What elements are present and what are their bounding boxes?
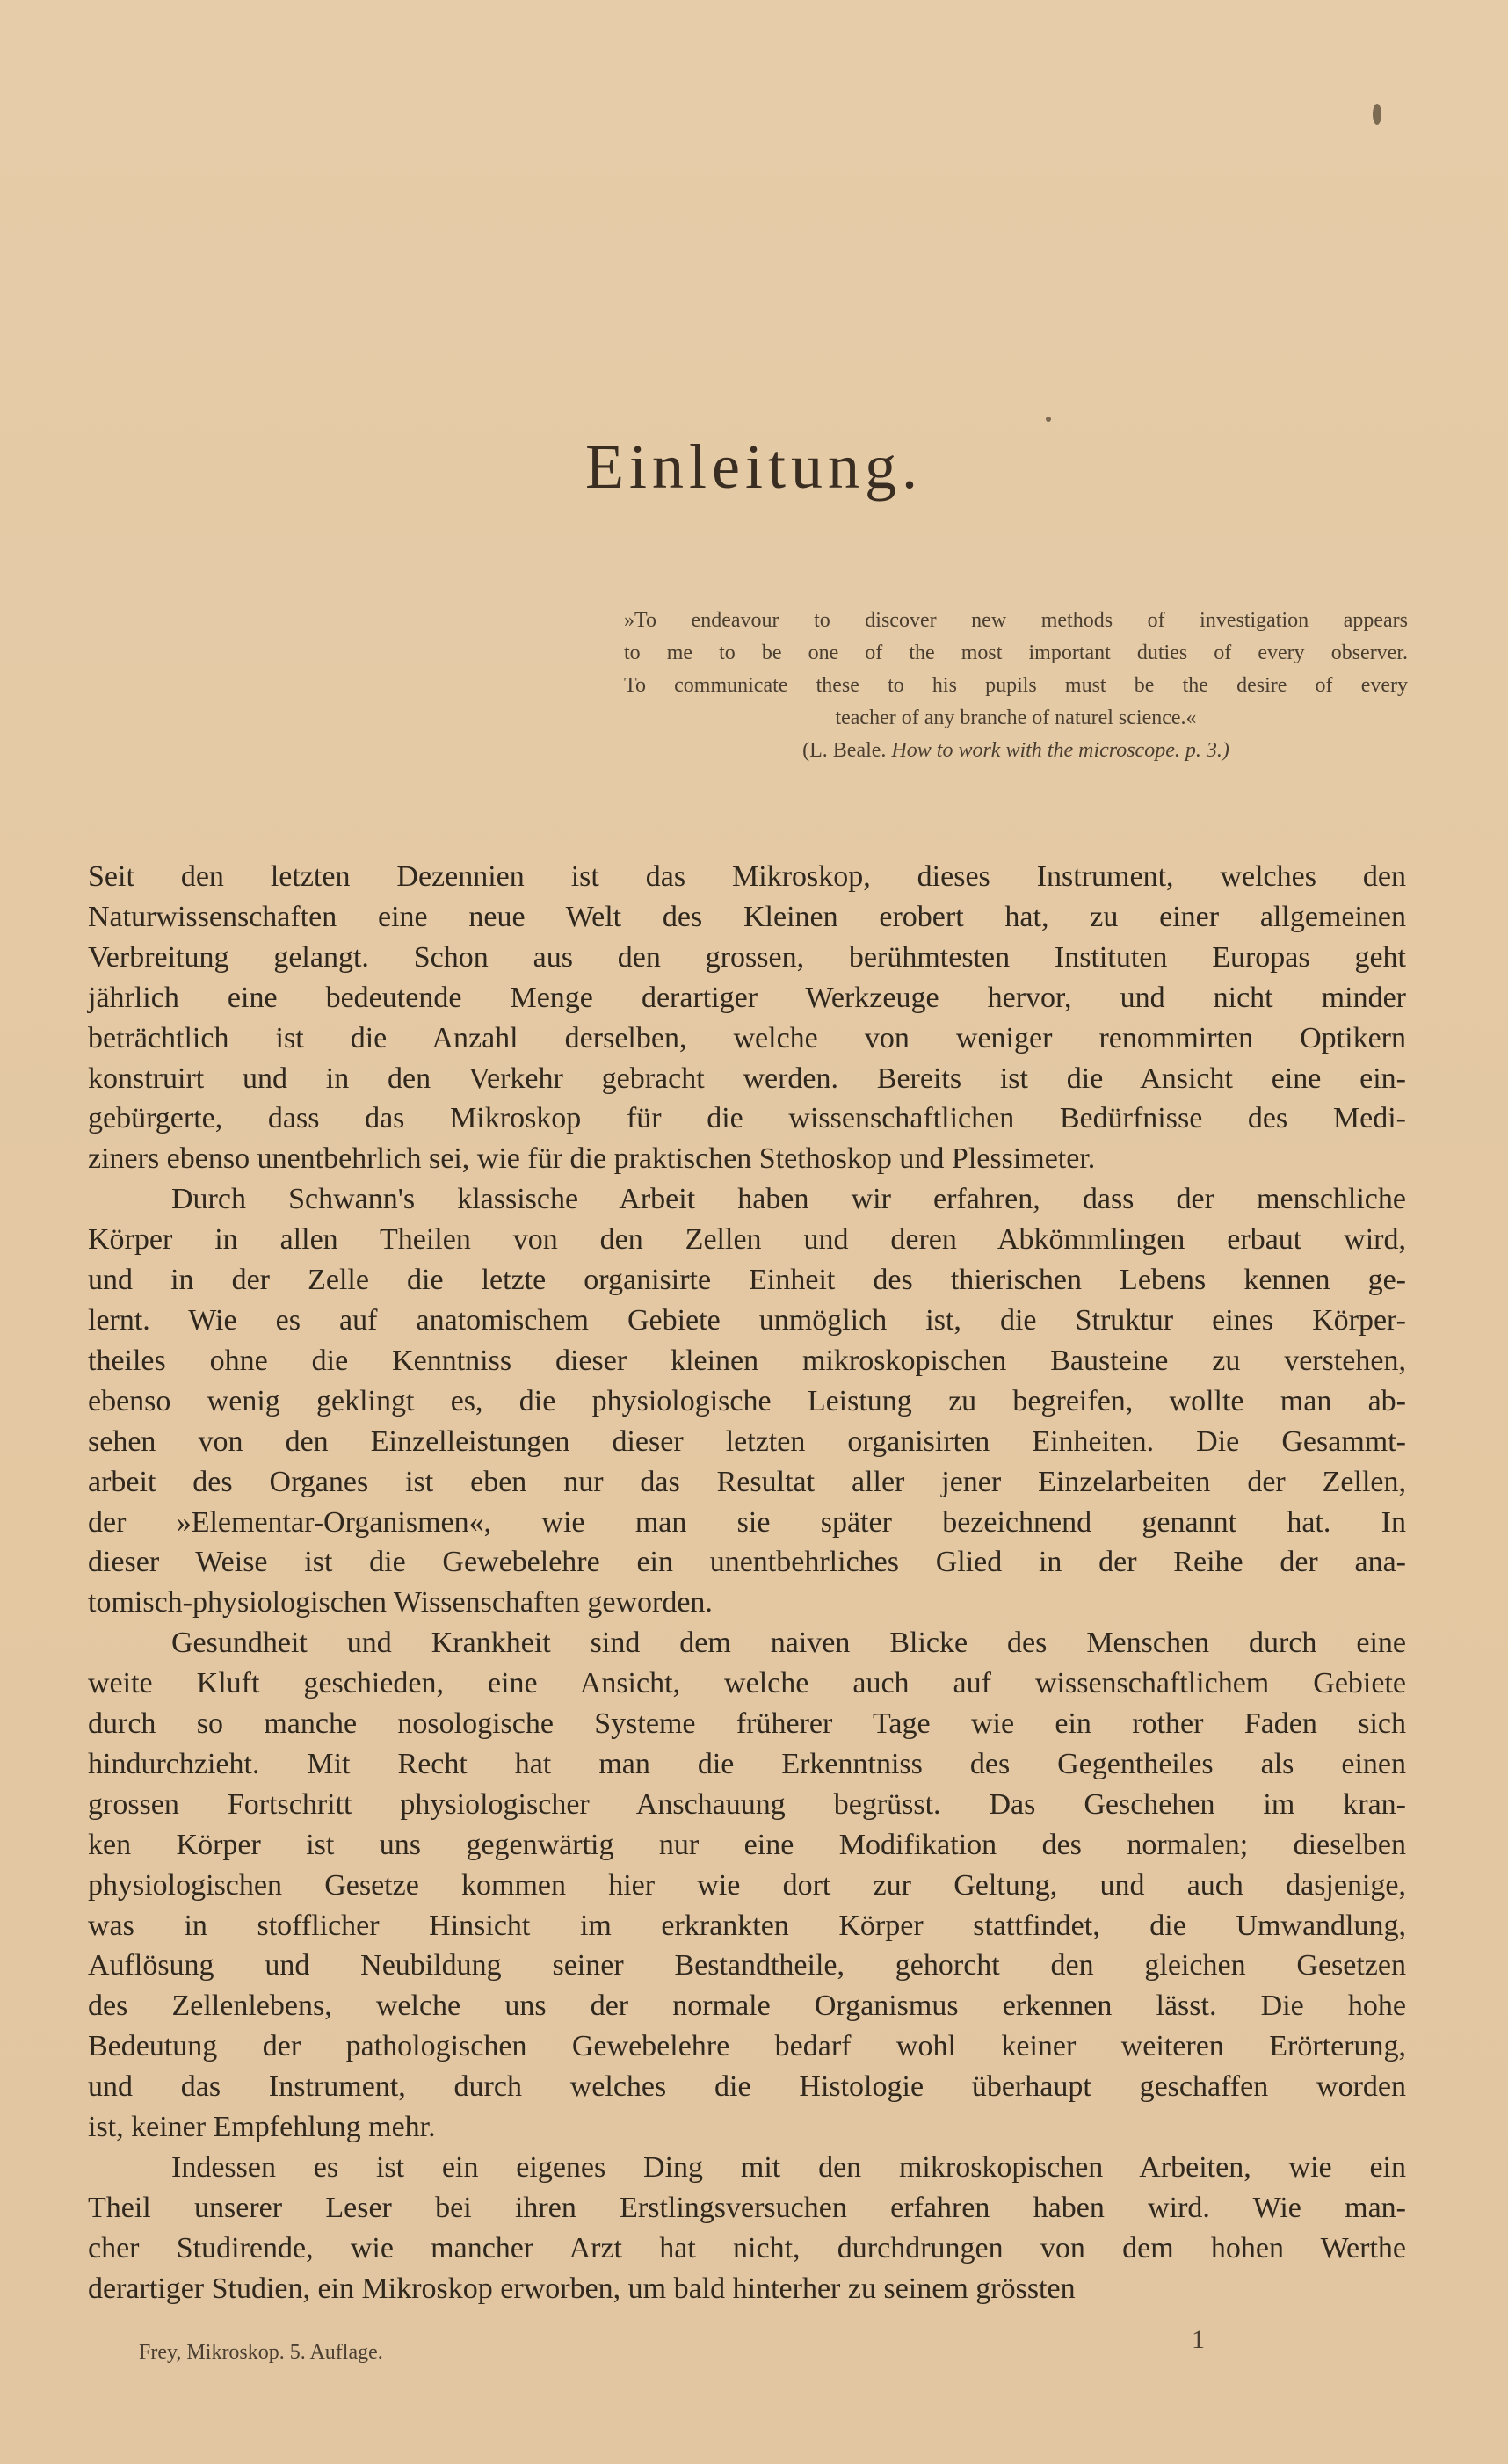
text-line: hindurchzieht. Mit Recht hat man die Erkenntniss des Gegentheiles als einen [88,1747,1406,1780]
citation-work: How to work with the microscope. p. 3.) [891,739,1229,762]
footer-signature: Frey, Mikroskop. 5. Auflage. [139,2341,383,2364]
citation-author: (L. Beale. [802,739,887,762]
text-line: weite Kluft geschieden, eine Ansicht, welche auch auf wissenschaftlichem Gebiete [88,1667,1406,1700]
text-line: und in der Zelle die letzte organisirte Einheit des thierischen Lebens kennen ge- [88,1264,1406,1297]
text-line: ebenso wenig geklingt es, die physiologische Leistung zu begreifen, wollte man ab- [88,1384,1406,1417]
text-line: ziners ebenso unentbehrlich sei, wie für die praktischen Stethoskop und Plessimeter. [88,1142,1096,1176]
text-line: Theil unserer Leser bei ihren Erstlingsversuchen erfahren haben wird. Wie man- [88,2191,1406,2224]
text-line: Indessen es ist ein eigenes Ding mit den mikroskopischen Arbeiten, wie ein [171,2151,1406,2184]
text-line: jährlich eine bedeutende Menge derartiger Werkzeuge hervor, und nicht minder [88,981,1406,1014]
ink-speck [1046,417,1051,422]
text-line: Körper in allen Theilen von den Zellen und deren Abkömmlingen erbaut wird, [88,1223,1406,1257]
epigraph-citation [624,735,1408,767]
epigraph-line: To communicate these to his pupils must be the desire of every [624,674,1408,697]
text-line: Naturwissenschaften eine neue Welt des Kleinen erobert hat, zu einer allgemeinen [88,900,1406,933]
text-line: beträchtlich ist die Anzahl derselben, welche von weniger renommirten Optikern [88,1021,1406,1054]
page-number: 1 [1192,2325,1205,2354]
text-line: theiles ohne die Kenntniss dieser kleinen mikroskopischen Bausteine zu verstehen, [88,1344,1406,1377]
text-line: durch so manche nosologische Systeme früherer Tage wie ein rother Faden sich [88,1707,1406,1741]
text-line: ist, keiner Empfehlung mehr. [88,2111,436,2144]
ink-speck [1373,104,1381,125]
text-line: gebürgerte, dass das Mikroskop für die wissenschaftlichen Bedürfnisse des Medi- [88,1102,1406,1135]
epigraph-line: teacher of any branche of naturel science.« [835,707,1197,729]
chapter-title: Einleitung. [585,431,923,502]
text-line: dieser Weise ist die Gewebelehre ein unentbehrliches Glied in der Reihe der ana- [88,1546,1406,1579]
text-line: und das Instrument, durch welches die Histologie überhaupt geschaffen worden [88,2070,1406,2104]
paragraph [88,2148,1406,2309]
text-line: derartiger Studien, ein Mikroskop erworben, um bald hinterher zu seinem grössten [88,2272,1076,2305]
text-line: tomisch-physiologischen Wissenschaften geworden. [88,1586,713,1620]
text-line: arbeit des Organes ist eben nur das Resultat aller jener Einzelarbeiten der Zellen, [88,1465,1406,1498]
text-line: Bedeutung der pathologischen Gewebelehre bedarf wohl keiner weiteren Erörterung, [88,2030,1406,2063]
paragraph [88,1179,1406,1623]
paragraph [88,1623,1406,2148]
text-line: sehen von den Einzelleistungen dieser letzten organisirten Einheiten. Die Gesammt- [88,1424,1406,1458]
text-line: Durch Schwann's klassische Arbeit haben wir erfahren, dass der menschliche [171,1183,1406,1216]
text-line: lernt. Wie es auf anatomischem Gebiete unmöglich ist, die Struktur eines Körper- [88,1303,1406,1337]
epigraph-line: »To endeavour to discover new methods of investigation appears [624,609,1408,632]
text-line: was in stofflicher Hinsicht im erkrankten Körper stattfindet, die Umwandlung, [88,1909,1406,1942]
text-line: Seit den letzten Dezennien ist das Mikroskop, dieses Instrument, welches den [88,860,1406,893]
text-line: Verbreitung gelangt. Schon aus den grossen, berühmtesten Instituten Europas geht [88,940,1406,974]
body-text [88,857,1406,2309]
paragraph [88,857,1406,1179]
epigraph [624,605,1408,767]
text-line: Gesundheit und Krankheit sind dem naiven Blicke des Menschen durch eine [171,1627,1406,1660]
epigraph-line: to me to be one of the most important duties of every observer. [624,641,1408,664]
text-line: cher Studirende, wie mancher Arzt hat nicht, durchdrungen von dem hohen Werthe [88,2231,1406,2265]
text-line: konstruirt und in den Verkehr gebracht werden. Bereits ist die Ansicht eine ein- [88,1062,1406,1095]
text-line: Auflösung und Neubildung seiner Bestandtheile, gehorcht den gleichen Gesetzen [88,1949,1406,1982]
text-line: ken Körper ist uns gegenwärtig nur eine Modifikation des normalen; dieselben [88,1828,1406,1861]
text-line: des Zellenlebens, welche uns der normale Organismus erkennen lässt. Die hohe [88,1989,1406,2023]
text-line: grossen Fortschritt physiologischer Anschauung begrüsst. Das Geschehen im kran- [88,1787,1406,1821]
text-line: der »Elementar-Organismen«, wie man sie später bezeichnend genannt hat. In [88,1505,1406,1539]
text-line: physiologischen Gesetze kommen hier wie dort zur Geltung, und auch dasjenige, [88,1868,1406,1902]
